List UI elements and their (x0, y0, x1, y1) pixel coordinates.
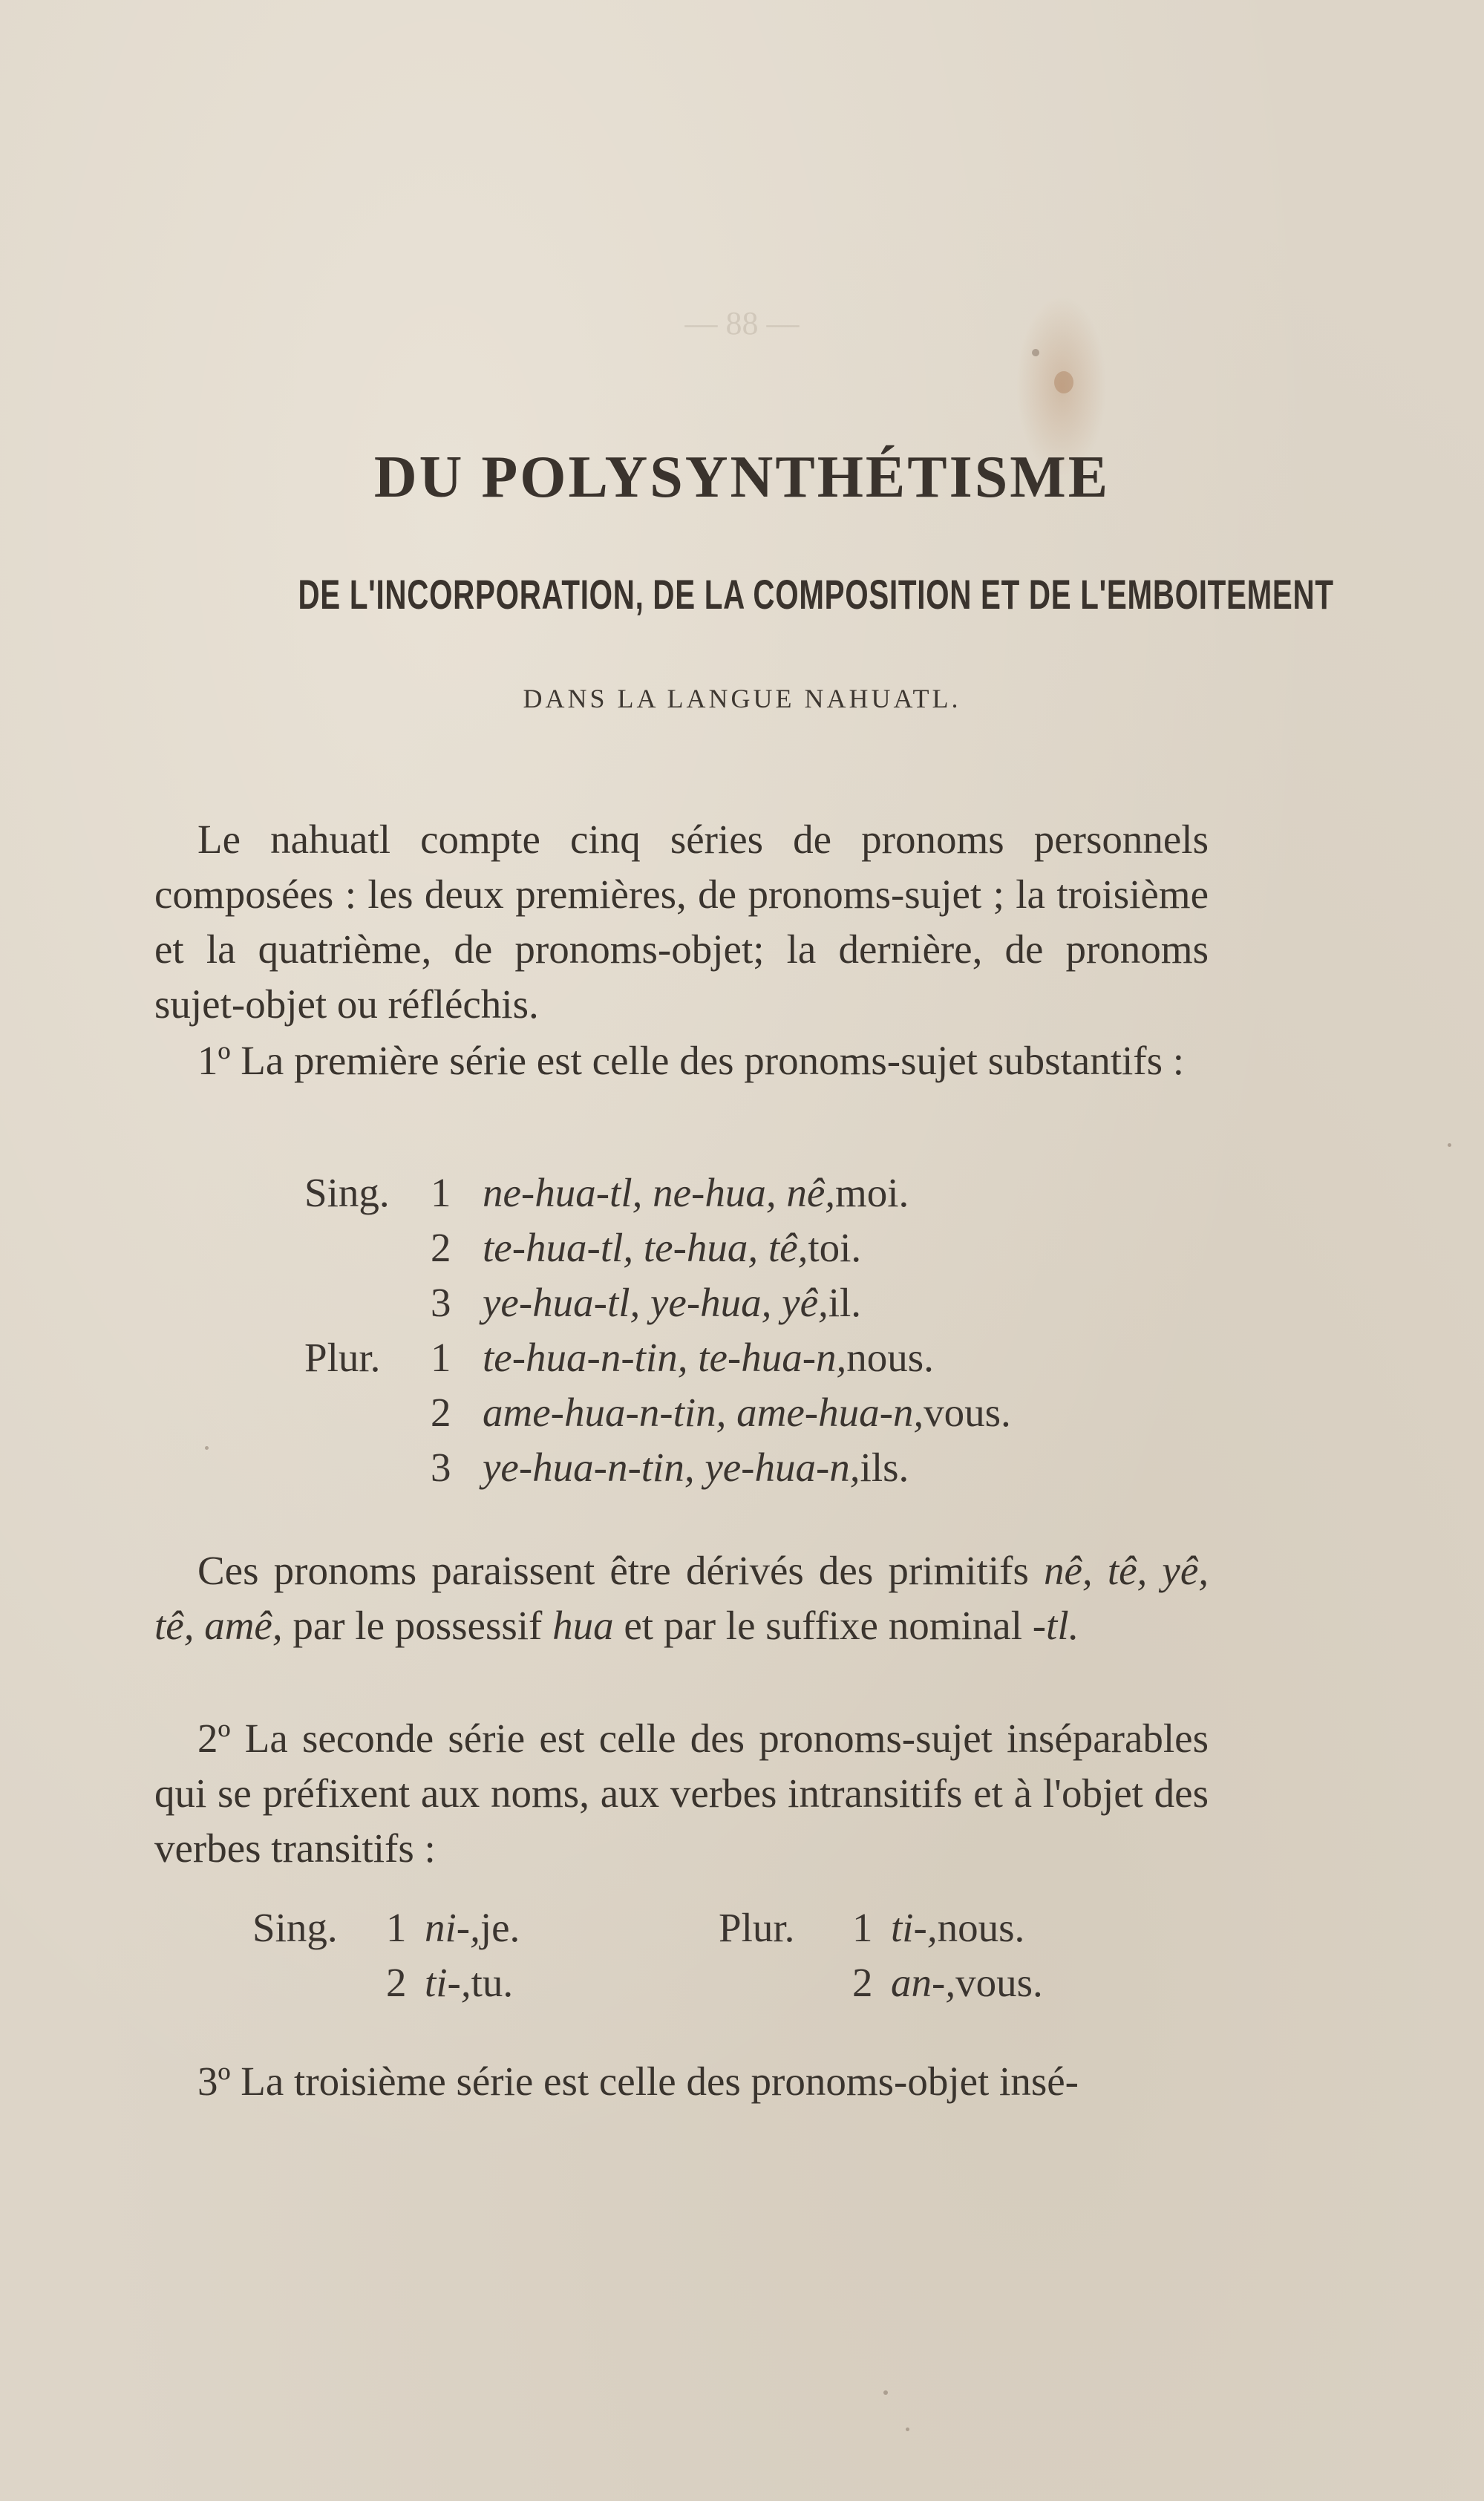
pronoun-gloss: moi. (835, 1170, 909, 1215)
person-number: 2 (431, 1390, 451, 1435)
number-label (252, 1955, 386, 2010)
italic-forms: -tl. (1032, 1603, 1079, 1648)
person-number: 3 (431, 1280, 451, 1325)
person-number: 2 (431, 1225, 451, 1270)
paper-speck (1032, 349, 1039, 356)
number-label (304, 1220, 431, 1275)
italic-forms: hua (552, 1603, 614, 1648)
series-2-singular-table (252, 1900, 520, 2010)
person-number: 1 (386, 1905, 407, 1950)
pronoun-forms: te-hua-tl, te-hua, tê, (483, 1225, 808, 1270)
table-row (719, 1955, 1043, 2010)
pronoun-forms: ye-hua-tl, ye-hua, yê, (483, 1280, 828, 1325)
person-number: 1 (431, 1335, 451, 1380)
number-label (304, 1275, 431, 1330)
bleed-through-page-number: — 88 — (684, 305, 800, 341)
table-row (252, 1955, 520, 2010)
table-row (304, 1220, 1011, 1275)
text-run: par le possessif (282, 1603, 553, 1648)
person-number: 2 (852, 1960, 873, 2005)
person-number: 2 (386, 1960, 407, 2005)
number-label (304, 1440, 431, 1495)
pronoun-gloss: ils. (860, 1445, 909, 1490)
number-label: Plur. (304, 1335, 381, 1380)
prefix-form: ti-, (425, 1960, 471, 2005)
text-run: et par le suffixe nominal (613, 1603, 1033, 1648)
table-row (304, 1385, 1011, 1440)
italic-forms: nê, tê, yê, tê, amê, (154, 1548, 1209, 1648)
pronoun-gloss: nous. (846, 1335, 934, 1380)
text-run: Ces pronoms paraissent être dérivés des primitifs (197, 1548, 1044, 1593)
prefix-gloss: je. (480, 1905, 520, 1950)
table-row (304, 1440, 1011, 1495)
paper-speck (883, 2390, 888, 2395)
prefix-gloss: vous. (955, 1960, 1043, 2005)
number-label: Sing. (252, 1905, 338, 1950)
chapter-subtitle: DE L'INCORPORATION, DE LA COMPOSITION ET DE L'EMBOITEMENT (298, 571, 1334, 618)
paragraph-series-3: 3º La troisième série est celle des pronoms-objet insé- (197, 2059, 1079, 2104)
number-label: Sing. (304, 1170, 390, 1215)
series-2-plural-table (719, 1900, 1043, 2010)
prefix-gloss: nous. (937, 1905, 1025, 1950)
paper-speck (1448, 1143, 1451, 1147)
paper-speck (205, 1446, 209, 1450)
table-row (304, 1330, 1011, 1385)
pronoun-gloss: vous. (924, 1390, 1011, 1435)
person-number: 1 (852, 1905, 873, 1950)
paragraph-series-1: 1º La première série est celle des pronoms-sujet substantifs : (197, 1038, 1185, 1083)
paragraph-series-2: 2º La seconde série est celle des pronoms-sujet inséparables qui se préfixent aux noms, aux verbes intransitifs et à l'objet des verbes transitifs : (154, 1716, 1209, 1871)
prefix-form: an-, (891, 1960, 956, 2005)
paper-speck (1054, 371, 1073, 393)
table-row (304, 1275, 1011, 1330)
number-label (304, 1385, 431, 1440)
pronoun-forms: ne-hua-tl, ne-hua, nê, (483, 1170, 835, 1215)
pronoun-forms: ye-hua-n-tin, ye-hua-n, (483, 1445, 860, 1490)
number-label: Plur. (719, 1905, 795, 1950)
pronoun-gloss: toi. (808, 1225, 862, 1270)
prefix-form: ti-, (891, 1905, 938, 1950)
number-label (719, 1955, 852, 2010)
pronoun-forms: te-hua-n-tin, te-hua-n, (483, 1335, 847, 1380)
table-row (719, 1900, 1043, 1955)
prefix-gloss: tu. (471, 1960, 514, 2005)
series-1-pronoun-table (304, 1166, 1011, 1495)
chapter-title: DU POLYSYNTHÉTISME (373, 445, 1111, 510)
chapter-subtitle-language: DANS LA LANGUE NAHUATL. (523, 684, 961, 713)
paper-speck (906, 2428, 909, 2431)
person-number: 3 (431, 1445, 451, 1490)
table-row (252, 1900, 520, 1955)
table-row (304, 1166, 1011, 1220)
pronoun-gloss: il. (828, 1280, 862, 1325)
prefix-form: ni-, (425, 1905, 480, 1950)
pronoun-forms: ame-hua-n-tin, ame-hua-n, (483, 1390, 924, 1435)
paragraph-intro: Le nahuatl compte cinq séries de pronoms personnels composées : les deux premières, de pronoms-sujet ; la troisième et la quatrième, de pronoms-objet; la dernière, de pronoms sujet-objet ou réfléchis. (154, 817, 1209, 1027)
paragraph-derivation (154, 1543, 1209, 1653)
person-number: 1 (431, 1170, 451, 1215)
